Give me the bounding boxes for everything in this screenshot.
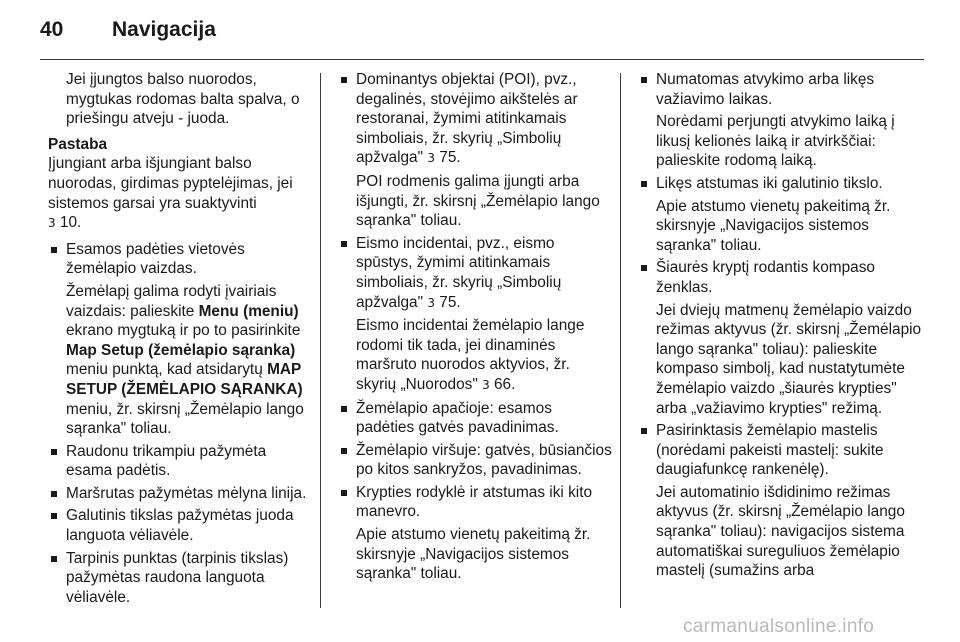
list-item <box>638 258 926 418</box>
text-run: Dominantys objektai (POI), pvz., degalinės, stovėjimo aikštelės ar restoranai, žymimi atitinkamais simboliais, žr. skyrių „Simbolių apžvalga" <box>356 71 578 167</box>
list-item-detail: Apie atstumo vienetų pakeitimą žr. skirsnyje „Navigacijos sistemos sąranka" toliau. <box>656 197 891 254</box>
list-item-text: Pasirinktasis žemėlapio mastelis (norėdami pakeisti mastelį: sukite daugiafunkcę rankenėlę). <box>656 422 884 479</box>
list-item-detail: Apie atstumo vienetų pakeitimą žr. skirsnyje „Navigacijos sistemos sąranka" toliau. <box>356 526 591 583</box>
list-item <box>638 421 926 581</box>
list-item <box>48 442 314 481</box>
map-setup-ref: Map Setup (žemėlapio sąranka) <box>66 341 296 359</box>
list-item-text: Tarpinis punktas (tarpinis tikslas) pažymėtas raudona languota vėliavėle. <box>66 549 289 606</box>
list-item-detail: Jei dviejų matmenų žemėlapio vaizdo režimas aktyvus (žr. skirsnį „Žemėlapio lango sąranka" toliau): palieskite kompaso simbolį, kad nustatytumėte žemėlapio vaizdo „šiaurės krypties" arba „važiavimo krypties" režimą. <box>656 301 922 417</box>
list-item-text: Raudonu trikampiu pažymėta esama padėtis. <box>66 442 267 480</box>
page-ref[interactable]: 75. <box>435 149 461 167</box>
section-title: Navigacija <box>112 18 216 41</box>
list-item-text: Žemėlapio viršuje: gatvės, būsiančios po kitos sankryžos, pavadinimas. <box>356 441 612 479</box>
note-body: Įjungiant arba išjungiant balso nuorodas, girdimas pyptelėjimas, jei sistemos garsai yra suaktyvinti <box>48 155 293 212</box>
column-2 <box>338 70 614 587</box>
list-item-text: Krypties rodyklė ir atstumas iki kito manevro. <box>356 483 593 521</box>
list-item-detail: Norėdami perjungti atvykimo laiką į likusį kelionės laiką ir atvirkščiai: palieskite rodomą laiką. <box>656 113 895 170</box>
page-ref-arrow-icon: 3 <box>427 151 435 166</box>
text-run: meniu punktą, kad atsidarytų <box>66 361 268 379</box>
text-run: Žemėlapį galima rodyti įvairiais vaizdais: palieskite <box>66 282 277 320</box>
list-item <box>638 70 926 171</box>
list-item-text <box>356 70 614 169</box>
list-item <box>48 506 314 545</box>
text-run: ekrano mygtuką ir po to pasirinkite <box>66 322 301 340</box>
list-item <box>338 399 614 438</box>
list-item-detail: POI rodmenis galima įjungti arba išjungti, žr. skirsnį „Žemėlapio lango sąranka" toliau. <box>356 172 600 230</box>
watermark: carmanualsonline.info <box>683 616 875 637</box>
list-item-text: Esamos padėties vietovės žemėlapio vaizdas. <box>66 240 245 278</box>
column-1 <box>48 70 314 610</box>
column-divider <box>620 73 621 608</box>
paragraph: Jei įjungtos balso nuorodos, mygtukas rodomas balta spalva, o priešingu atveju - juoda. <box>66 71 300 128</box>
page-ref-arrow-icon: 3 <box>482 377 490 392</box>
header-rule <box>40 59 924 60</box>
text-run: Eismo incidentai žemėlapio lange rodomi tik tada, jei dinaminės maršruto nuorodos aktyvios, žr. skyrių „Nuorodos" <box>356 317 585 393</box>
list-item-text: Maršrutas pažymėtas mėlyna linija. <box>66 484 307 502</box>
page-ref[interactable]: 75. <box>435 293 461 311</box>
list-item <box>338 70 614 231</box>
page-ref[interactable]: 10. <box>55 214 82 232</box>
note-heading: Pastaba <box>48 135 108 153</box>
list-item <box>338 234 614 396</box>
list-item-text: Galutinis tikslas pažymėtas juoda languota vėliavėle. <box>66 507 294 545</box>
list-item <box>48 240 314 439</box>
list-item <box>48 549 314 608</box>
text-run: Eismo incidentai, pvz., eismo spūstys, žymimi atitinkamais simboliais, žr. skyrių „Simbolių apžvalga" <box>356 234 562 311</box>
menu-button-ref: Menu (meniu) <box>198 302 299 320</box>
list-item <box>48 484 314 504</box>
list-item-detail: Jei automatinio išdidinimo režimas aktyvus (žr. skirsnį „Žemėlapio lango sąranka" toliau): navigacijos sistema automatiškai sureguliuos žemėlapio mastelį (sumažins arba <box>656 483 905 580</box>
column-divider <box>320 73 321 608</box>
list-item <box>638 174 926 255</box>
list-item-text: Numatomas atvykimo arba likęs važiavimo laikas. <box>656 71 875 108</box>
page-ref[interactable]: 66. <box>489 375 516 393</box>
list-item-text: Žemėlapio apačioje: esamos padėties gatvės pavadinimas. <box>356 399 559 437</box>
list-item-text: Šiaurės kryptį rodantis kompaso ženklas. <box>656 259 875 296</box>
list-item-text <box>356 234 614 313</box>
column-3 <box>638 70 926 584</box>
list-item-detail <box>66 282 314 439</box>
list-item <box>338 483 614 584</box>
list-item-text: Likęs atstumas iki galutinio tikslo. <box>656 174 883 192</box>
page-ref-arrow-icon: 3 <box>48 216 56 231</box>
page-number: 40 <box>40 18 64 41</box>
text-run: meniu, žr. skirsnį „Žemėlapio lango sąranka" toliau. <box>66 400 304 438</box>
note-text <box>48 154 314 233</box>
page-header <box>0 0 960 60</box>
list-item-detail <box>356 316 614 395</box>
page-ref-arrow-icon: 3 <box>427 295 435 310</box>
map-setup-menu-ref: MAP SETUP (ŽEMĖLAPIO SĄRANKA) <box>66 361 303 398</box>
list-item <box>338 441 614 480</box>
